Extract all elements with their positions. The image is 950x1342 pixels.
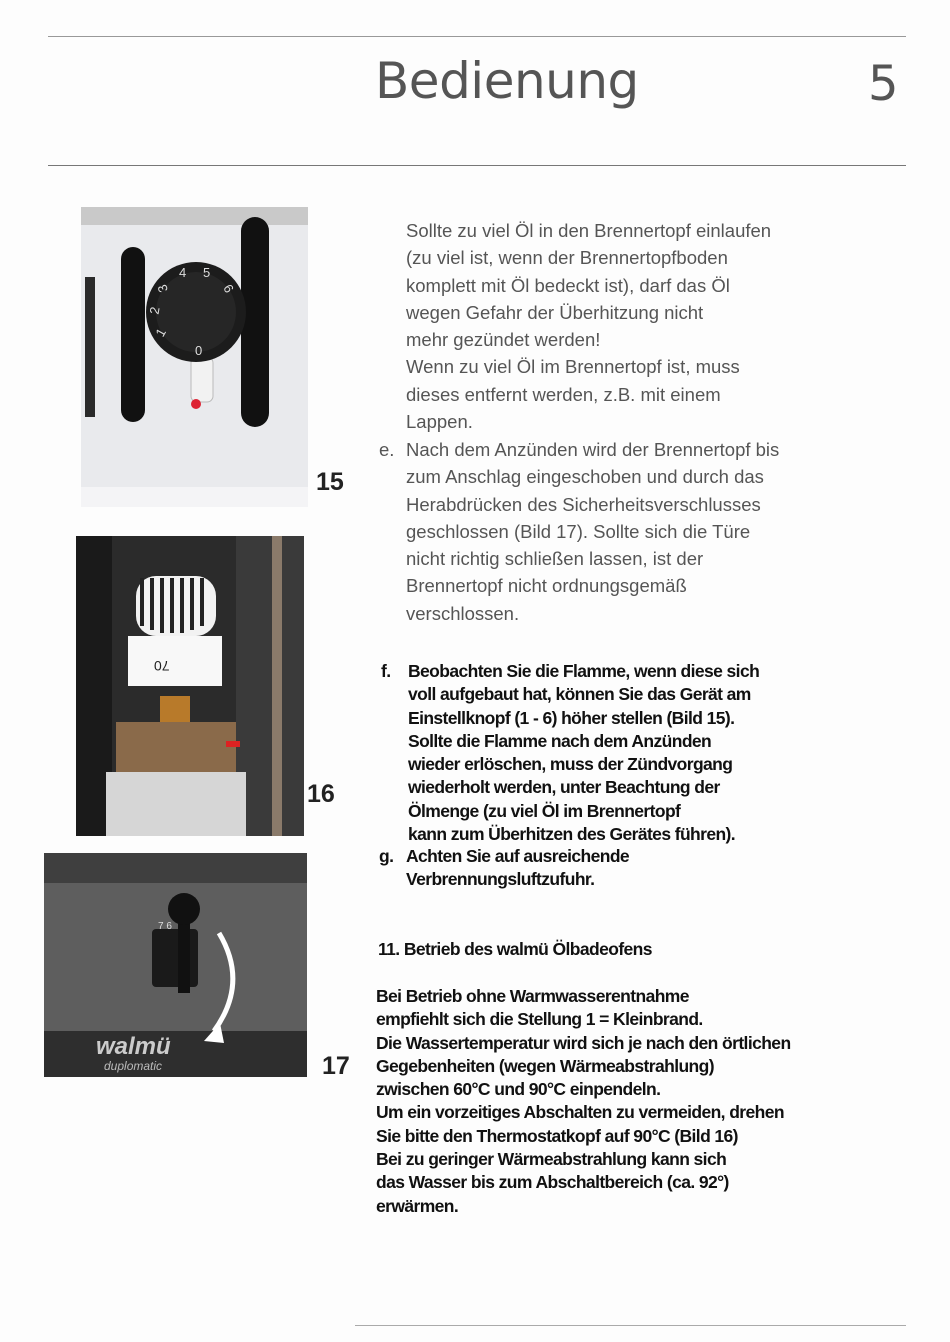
- brand-logo: walmü: [96, 1033, 171, 1060]
- step-g: [379, 845, 630, 892]
- step-e: [379, 436, 780, 627]
- text-line: wegen Gefahr der Überhitzung nicht: [406, 301, 704, 323]
- text-line: Einstellknopf (1 - 6) höher stellen (Bild 15).: [408, 707, 735, 728]
- text-line: Ölmenge (zu viel Öl im Brennertopf: [408, 800, 681, 821]
- dial-digit: 1: [152, 325, 169, 340]
- step-letter: f.: [381, 661, 391, 681]
- dial-digit: 3: [154, 282, 171, 295]
- safety-lock-illustration: [44, 853, 307, 1077]
- text-line: Um ein vorzeitiges Abschalten zu vermeiden, drehen: [376, 1102, 784, 1123]
- text-line: Verbrennungsluftzufuhr.: [406, 869, 595, 890]
- text-line: voll aufgebaut hat, können Sie das Gerät am: [408, 684, 751, 705]
- step-f: [381, 660, 760, 846]
- text-line: Die Wassertemperatur wird sich je nach den örtlichen: [376, 1032, 791, 1053]
- text-line: Gegebenheiten (wegen Wärmeabstrahlung): [376, 1055, 714, 1076]
- thermostat-head-illustration: [76, 536, 304, 836]
- page-title: Bedienung: [375, 52, 639, 110]
- text-line: kann zum Überhitzen des Gerätes führen).: [408, 824, 736, 845]
- top-rule: [48, 36, 906, 37]
- text-line: wiederholt werden, unter Beachtung der: [408, 777, 720, 798]
- header-rule: [48, 165, 906, 166]
- text-line: Sie bitte den Thermostatkopf auf 90°C (Bild 16): [376, 1125, 738, 1146]
- figure-15-label: 15: [316, 468, 344, 496]
- text-line: erwärmen.: [376, 1195, 459, 1216]
- intro-paragraph: [406, 217, 771, 435]
- dial-digit: 5: [203, 265, 211, 280]
- lock-knob-digits: 7 6: [158, 921, 172, 932]
- text-line: Sollte die Flamme nach dem Anzünden: [408, 730, 712, 751]
- text-line: Brennertopf nicht ordnungsgemäß: [406, 575, 687, 597]
- text-line: Bei zu geringer Wärmeabstrahlung kann sich: [376, 1149, 727, 1170]
- thermostat-marking: 70: [154, 658, 170, 674]
- text-line: Beobachten Sie die Flamme, wenn diese sich: [408, 661, 760, 681]
- text-line: Herabdrücken des Sicherheitsverschlusses: [406, 493, 761, 515]
- step-letter: e.: [379, 439, 395, 460]
- text-line: geschlossen (Bild 17). Sollte sich die Türe: [406, 520, 751, 542]
- text-line: zum Anschlag eingeschoben und durch das: [406, 466, 764, 488]
- text-line: nicht richtig schließen lassen, ist der: [406, 548, 704, 570]
- dial-digit: 4: [179, 265, 187, 280]
- text-line: verschlossen.: [406, 602, 520, 624]
- figure-15-photo: [81, 207, 308, 507]
- sub-brand-logo: duplomatic: [104, 1059, 163, 1073]
- text-line: komplett mit Öl bedeckt ist), darf das Öl: [406, 274, 730, 296]
- text-line: Nach dem Anzünden wird der Brennertopf bis: [406, 439, 780, 460]
- figure-17-label: 17: [322, 1052, 350, 1080]
- footer-rule: [355, 1325, 906, 1326]
- page-number: 5: [868, 56, 899, 112]
- text-line: dieses entfernt werden, z.B. mit einem: [406, 383, 721, 405]
- figure-16-label: 16: [307, 780, 335, 808]
- text-line: Wenn zu viel Öl im Brennertopf ist, muss: [406, 356, 740, 378]
- text-line: mehr gezündet werden!: [406, 329, 601, 351]
- final-paragraph: [376, 985, 791, 1218]
- figure-16-photo: [76, 536, 304, 836]
- text-line: Sollte zu viel Öl in den Brennertopf einlaufen: [406, 220, 772, 241]
- text-line: zwischen 60°C und 90°C einpendeln.: [376, 1079, 661, 1100]
- section-11-heading: 11. Betrieb des walmü Ölbadeofens: [378, 939, 652, 959]
- dial-digit: 6: [220, 281, 237, 296]
- figure-17-photo: [44, 853, 307, 1077]
- step-letter: g.: [379, 846, 394, 866]
- text-line: das Wasser bis zum Abschaltbereich (ca. 92°): [376, 1172, 729, 1193]
- text-line: wieder erlöschen, muss der Zündvorgang: [408, 754, 733, 775]
- text-line: Lappen.: [406, 411, 473, 433]
- text-line: Achten Sie auf ausreichende: [406, 846, 630, 866]
- dial-digit: 0: [195, 343, 203, 358]
- text-line: (zu viel ist, wenn der Brennertopfboden: [406, 247, 728, 269]
- text-line: empfiehlt sich die Stellung 1 = Kleinbrand.: [376, 1009, 703, 1030]
- dial-digit: 2: [146, 305, 163, 316]
- text-line: Bei Betrieb ohne Warmwasserentnahme: [376, 986, 689, 1006]
